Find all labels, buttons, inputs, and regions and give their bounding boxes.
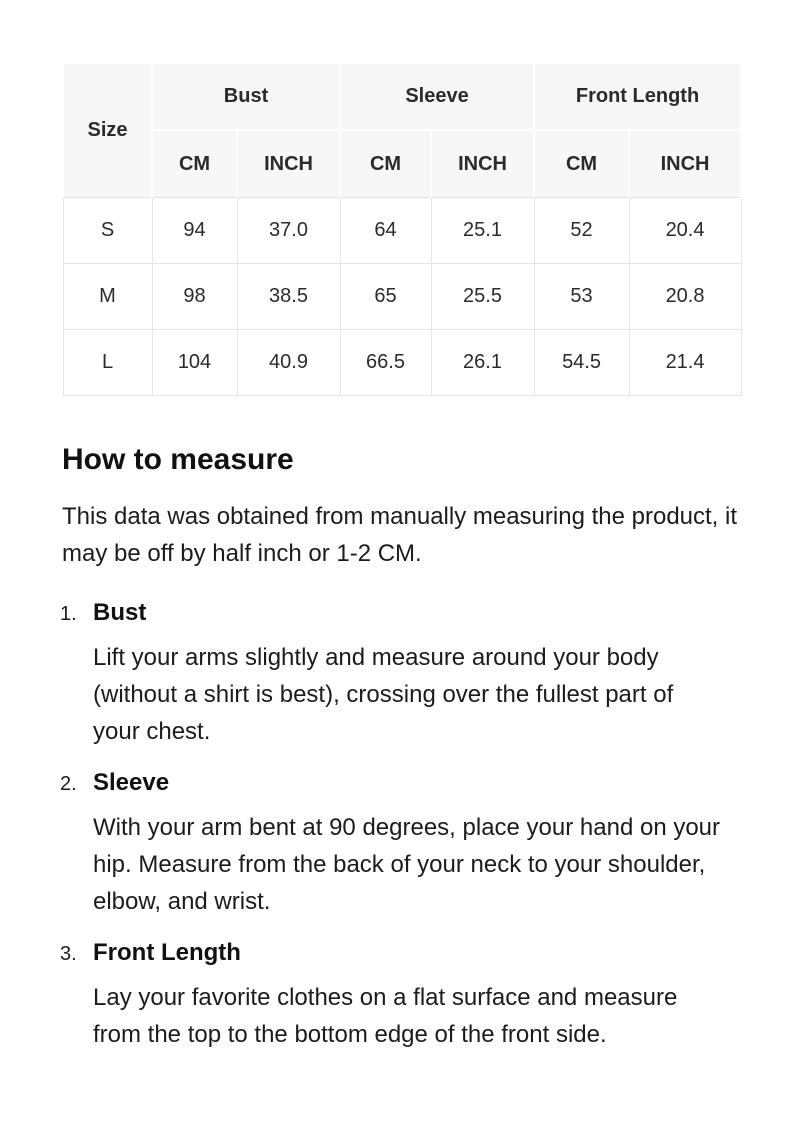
table-header-unit-row: [63, 130, 741, 198]
list-item-body: [93, 598, 723, 750]
cell-bust-cm: 94: [152, 198, 237, 264]
cell-front-length-cm: 52: [534, 198, 629, 264]
size-chart-table: [62, 62, 742, 396]
col-header-front-length-cm: CM: [534, 130, 629, 198]
list-item-title: Bust: [93, 599, 147, 626]
cell-sleeve-inch: 25.1: [431, 198, 534, 264]
list-item-number: 3.: [60, 943, 77, 965]
list-item-body: [93, 768, 723, 920]
list-item-sleeve: [60, 768, 740, 920]
cell-sleeve-cm: 66.5: [340, 330, 431, 396]
cell-sleeve-cm: 64: [340, 198, 431, 264]
cell-front-length-inch: 20.8: [629, 264, 741, 330]
col-header-front-length: Front Length: [534, 63, 741, 130]
list-item-description: Lift your arms slightly and measure around your body (without a shirt is best), crossing over the fullest part of your chest.: [93, 644, 674, 745]
list-item-title: Front Length: [93, 939, 241, 966]
cell-sleeve-inch: 26.1: [431, 330, 534, 396]
table-header-group-row: [63, 63, 741, 130]
list-item-body: [93, 938, 723, 1053]
cell-sleeve-inch: 25.5: [431, 264, 534, 330]
cell-front-length-inch: 21.4: [629, 330, 741, 396]
col-header-bust: Bust: [152, 63, 340, 130]
col-header-bust-inch: INCH: [237, 130, 340, 198]
cell-bust-inch: 37.0: [237, 198, 340, 264]
list-item-front-length: [60, 938, 740, 1053]
table-row-size-m: [63, 264, 741, 330]
table-row-size-s: [63, 198, 741, 264]
how-to-measure-intro: This data was obtained from manually measuring the product, it may be off by half inch or 1-2 CM.: [62, 503, 738, 567]
col-header-sleeve-cm: CM: [340, 130, 431, 198]
cell-bust-inch: 40.9: [237, 330, 340, 396]
cell-front-length-inch: 20.4: [629, 198, 741, 264]
list-item-description: With your arm bent at 90 degrees, place your hand on your hip. Measure from the back of your neck to your shoulder, elbow, and wrist.: [93, 814, 721, 915]
col-header-size: Size: [63, 63, 152, 198]
table-row-size-l: [63, 330, 741, 396]
cell-bust-cm: 104: [152, 330, 237, 396]
list-item-number: 1.: [60, 603, 77, 625]
how-to-measure-heading: How to measure: [62, 443, 294, 476]
col-header-sleeve: Sleeve: [340, 63, 534, 130]
cell-front-length-cm: 53: [534, 264, 629, 330]
col-header-bust-cm: CM: [152, 130, 237, 198]
list-item-title: Sleeve: [93, 769, 170, 796]
list-item-description: Lay your favorite clothes on a flat surface and measure from the top to the bottom edge of the front side.: [93, 984, 678, 1048]
cell-bust-cm: 98: [152, 264, 237, 330]
list-item-number: 2.: [60, 773, 77, 795]
cell-sleeve-cm: 65: [340, 264, 431, 330]
col-header-sleeve-inch: INCH: [431, 130, 534, 198]
cell-bust-inch: 38.5: [237, 264, 340, 330]
col-header-front-length-inch: INCH: [629, 130, 741, 198]
cell-size: M: [63, 264, 152, 330]
measure-steps-list: [62, 598, 740, 1053]
list-item-bust: [60, 598, 740, 750]
cell-size: S: [63, 198, 152, 264]
cell-front-length-cm: 54.5: [534, 330, 629, 396]
cell-size: L: [63, 330, 152, 396]
